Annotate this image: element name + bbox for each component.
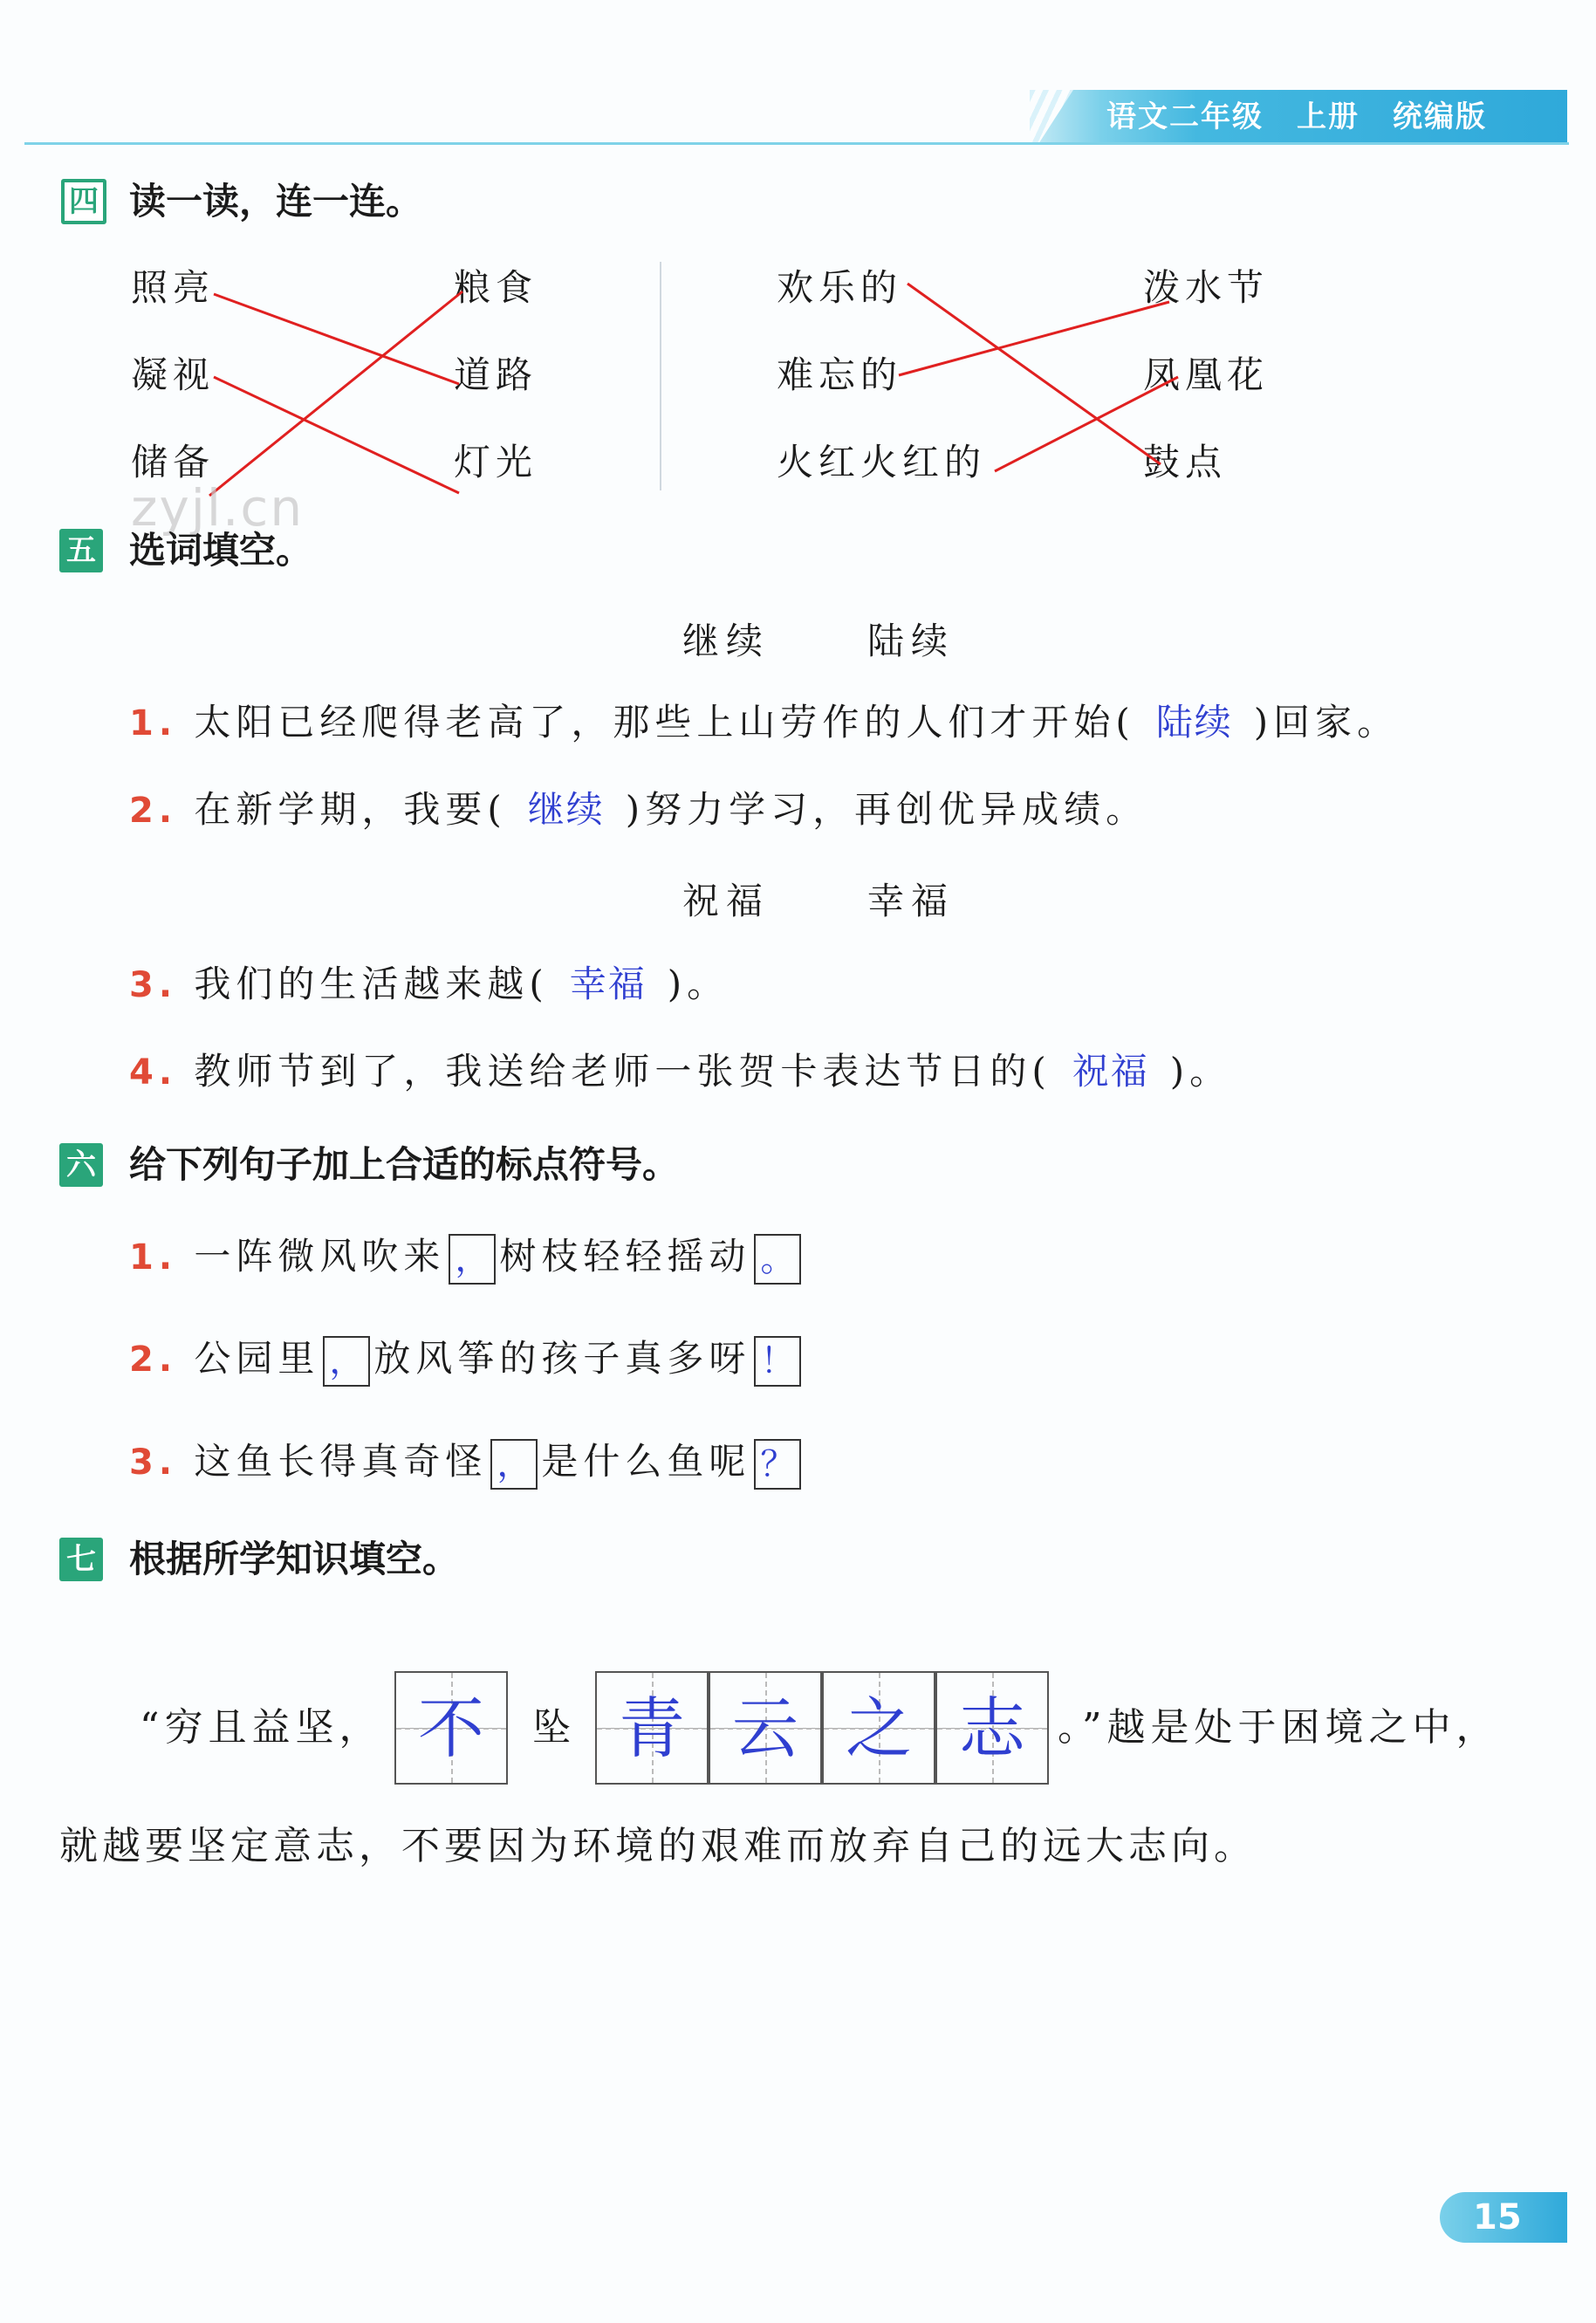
match-line [214, 294, 459, 384]
match-line [908, 284, 1161, 464]
match-word: 灯光 [454, 441, 538, 483]
section-title-7: 根据所学知识填空。 [129, 1538, 460, 1580]
match-line [899, 302, 1169, 375]
punctuation-box: 。 [754, 1234, 801, 1285]
question-5-3: 3. 我们的生活越来越( 幸福 )。 [129, 963, 730, 1005]
poem-suffix: 。”越是处于困境之中， [1058, 1705, 1500, 1750]
section-title-6: 给下列句子加上合适的标点符号。 [129, 1143, 680, 1186]
writing-grid-box [709, 1671, 822, 1785]
filled-character: 不 [418, 1689, 484, 1767]
section-title-4: 读一读，连一连。 [129, 180, 423, 223]
filled-character: 志 [959, 1689, 1025, 1767]
word-option: 继续 [682, 620, 771, 662]
match-word: 泼水节 [1143, 266, 1270, 309]
writing-grid-box [822, 1671, 935, 1785]
explanation-line: 就越要坚定意志，不要因为环境的艰难而放弃自己的远大志向。 [59, 1824, 1257, 1868]
word-option: 祝福 [682, 880, 771, 922]
answer-text: 继续 [527, 788, 605, 831]
punctuation-box: ！ [754, 1336, 801, 1387]
punctuation-box: ， [490, 1439, 538, 1490]
match-word: 鼓点 [1143, 441, 1228, 483]
match-word: 火红火红的 [777, 441, 987, 483]
match-word: 难忘的 [777, 353, 903, 396]
match-word: 照亮 [131, 266, 216, 309]
punctuation-box: ？ [754, 1439, 801, 1490]
filled-character: 之 [846, 1689, 912, 1767]
punctuation-box: ， [323, 1336, 370, 1387]
writing-grid-box [935, 1671, 1049, 1785]
question-6-2: 2. 公园里 ， 放风筝的孩子真多呀 ！ [129, 1333, 805, 1385]
match-word: 道路 [454, 353, 538, 396]
match-word: 凝视 [131, 353, 216, 396]
match-word: 储备 [131, 441, 216, 483]
section-title-5: 选词填空。 [129, 529, 313, 572]
page-number: 15 [1440, 2192, 1567, 2243]
writing-grid-box [394, 1671, 508, 1785]
question-5-1: 1. 太阳已经爬得老高了，那些上山劳作的人们才开始( 陆续 )回家。 [129, 701, 1400, 743]
match-word: 凤凰花 [1143, 353, 1270, 396]
match-word: 欢乐的 [777, 266, 903, 309]
answer-text: 陆续 [1155, 701, 1233, 743]
writing-grid-box [595, 1671, 709, 1785]
filled-character: 云 [732, 1689, 798, 1767]
question-5-2: 2. 在新学期，我要( 继续 )努力学习，再创优异成绩。 [129, 788, 1148, 831]
punctuation-box: ， [449, 1234, 496, 1285]
word-option: 陆续 [867, 620, 956, 662]
section-badge-7: 七 [59, 1538, 103, 1581]
section-badge-5: 五 [59, 529, 103, 572]
section-badge-4: 四 [61, 179, 106, 224]
header-volume: 上册 [1297, 99, 1360, 134]
answer-text: 祝福 [1072, 1050, 1149, 1093]
match-word: 粮食 [454, 266, 538, 309]
word-option: 幸福 [867, 880, 956, 922]
answer-text: 幸福 [569, 963, 647, 1005]
question-6-3: 3. 这鱼长得真奇怪 ， 是什么鱼呢 ？ [129, 1436, 805, 1488]
filled-character: 青 [619, 1689, 685, 1767]
header-edition: 统编版 [1393, 99, 1487, 134]
header-grade: 语文二年级 [1106, 99, 1264, 134]
question-5-4: 4. 教师节到了，我送给老师一张贺卡表达节日的( 祝福 )。 [129, 1050, 1232, 1093]
section-badge-6: 六 [59, 1143, 103, 1187]
watermark: zyjl.cn [131, 478, 305, 538]
poem-prefix: “穷且益坚， [140, 1705, 383, 1750]
question-6-1: 1. 一阵微风吹来 ， 树枝轻轻摇动 。 [129, 1230, 805, 1283]
poem-middle: 坠 [532, 1705, 576, 1750]
